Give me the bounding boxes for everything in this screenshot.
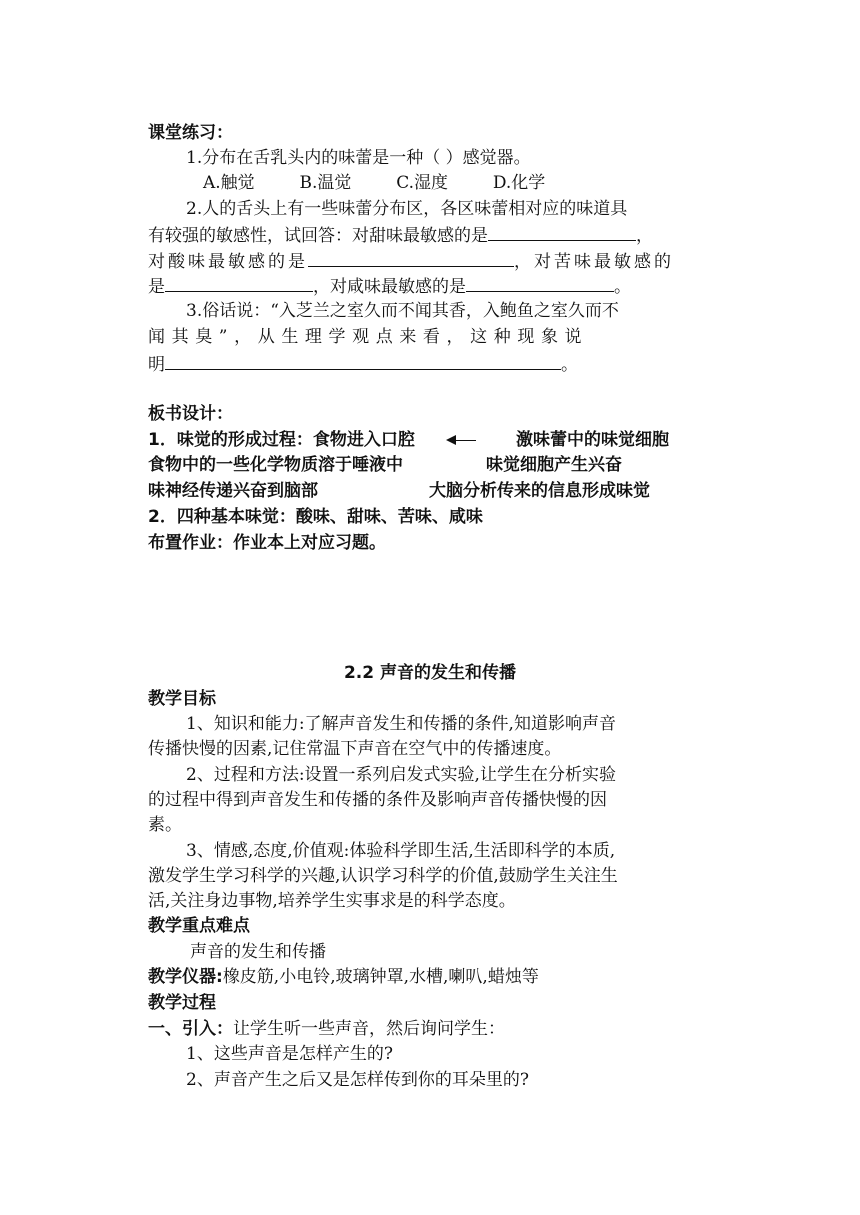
board-line-2b: 味觉细胞产生兴奋 bbox=[486, 455, 622, 475]
intro-label: 一、引入： bbox=[148, 1019, 233, 1039]
lesson-title: 2.2 声音的发生和传播 bbox=[343, 663, 517, 683]
key-points-text: 声音的发生和传播 bbox=[190, 942, 326, 962]
board-line-3b: 大脑分析传来的信息形成味觉 bbox=[429, 481, 650, 501]
board-line-1a: 1．味觉的形成过程：食物进入口腔 bbox=[148, 430, 415, 450]
question-2-line-4: 是 ，对咸味最敏感的是 。 bbox=[148, 273, 631, 299]
board-line-3a: 味神经传递兴奋到脑部 bbox=[148, 481, 318, 501]
homework: 布置作业：作业本上对应习题。 bbox=[148, 533, 386, 553]
equipment-text: 橡皮筋,小电铃,玻璃钟罩,水槽,喇叭,蜡烛等 bbox=[222, 967, 539, 987]
exercise-heading: 课堂练习： bbox=[148, 123, 233, 143]
intro-question-2: 2、声音产生之后又是怎样传到你的耳朵里的? bbox=[186, 1070, 529, 1090]
key-points-heading: 教学重点难点 bbox=[148, 916, 250, 936]
answer-blank-explain bbox=[165, 351, 561, 370]
goal-1-line-1: 1、知识和能力:了解声音发生和传播的条件,知道影响声音 bbox=[186, 714, 616, 734]
answer-blank-salty bbox=[466, 273, 614, 292]
board-line-4: 2．四种基本味觉：酸味、甜味、苦味、咸味 bbox=[148, 507, 483, 527]
option-a: A.触觉 bbox=[203, 173, 255, 193]
goal-3-line-1: 3、情感,态度,价值观:体验科学即生活,生活即科学的本质, bbox=[186, 841, 616, 861]
question-1-options bbox=[203, 171, 545, 195]
question-2-line-1: 2.人的舌头上有一些味蕾分布区，各区味蕾相对应的味道具 bbox=[186, 199, 628, 219]
intro-text: 让学生听一些声音，然后询问学生： bbox=[233, 1019, 505, 1039]
goal-2-line-2: 的过程中得到声音发生和传播的条件及影响声音传播快慢的因 bbox=[148, 790, 607, 810]
question-3-line-2: 闻 其 臭 ” ， 从 生 理 学 观 点 来 看 ， 这 种 现 象 说 bbox=[148, 327, 583, 347]
process-heading: 教学过程 bbox=[148, 993, 216, 1013]
option-c: C.湿度 bbox=[396, 173, 449, 193]
answer-blank-sour bbox=[308, 248, 514, 267]
question-2-line-3: 对酸味最敏感的是 ，对苦味最敏感的 bbox=[148, 248, 674, 274]
answer-blank-bitter bbox=[165, 273, 313, 292]
answer-blank-sweet bbox=[488, 222, 636, 241]
question-3-line-3: 明 。 bbox=[148, 351, 578, 377]
goal-3-line-3: 活,关注身边事物,培养学生实事求是的科学态度。 bbox=[148, 891, 516, 911]
goals-heading: 教学目标 bbox=[148, 689, 216, 709]
arrow-left-icon bbox=[448, 440, 476, 441]
goal-2-line-1: 2、过程和方法:设置一系列启发式实验,让学生在分析实验 bbox=[186, 765, 616, 785]
option-b: B.温觉 bbox=[299, 173, 352, 193]
goal-2-line-3: 素。 bbox=[148, 815, 182, 835]
equipment-line bbox=[148, 965, 539, 989]
question-1: 1.分布在舌乳头内的味蕾是一种（ ）感觉器。 bbox=[186, 148, 531, 168]
intro-line bbox=[148, 1017, 505, 1041]
intro-question-1: 1、这些声音是怎样产生的? bbox=[186, 1044, 393, 1064]
question-3-line-1: 3.俗话说：“入芝兰之室久而不闻其香，入鲍鱼之室久而不 bbox=[186, 301, 619, 321]
question-2-line-2: 有较强的敏感性，试回答：对甜味最敏感的是 ， bbox=[148, 222, 653, 248]
goal-3-line-2: 激发学生学习科学的兴趣,认识学习科学的价值,鼓励学生关注生 bbox=[148, 866, 618, 886]
board-line-2a: 食物中的一些化学物质溶于唾液中 bbox=[148, 455, 403, 475]
board-heading: 板书设计： bbox=[148, 404, 233, 424]
equipment-label: 教学仪器: bbox=[148, 967, 223, 987]
option-d: D.化学 bbox=[492, 173, 546, 193]
goal-1-line-2: 传播快慢的因素,记住常温下声音在空气中的传播速度。 bbox=[148, 739, 562, 759]
board-line-1b: 激味蕾中的味觉细胞 bbox=[516, 430, 669, 450]
